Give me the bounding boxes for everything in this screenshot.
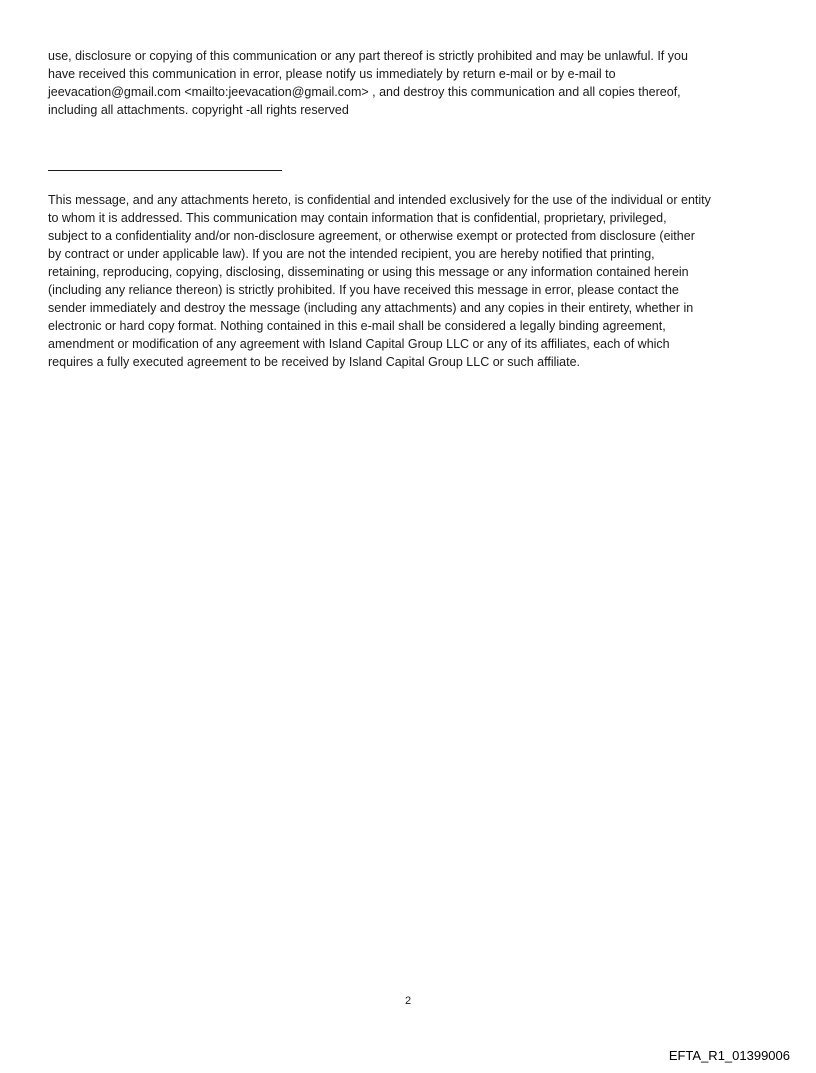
confidentiality-disclaimer: This message, and any attachments hereto, is confidential and intended exclusively for the use of the individual or entity to whom it is addressed. This communication may contain information that is confidential, proprietary, privileged, subject to a confidentiality and/or non-disclosure agreement, or otherwise exempt or protected from disclosure (either by contract or under applicable law). If you are not the intended recipient, you are hereby notified that printing, retaining, reproducing, copying, disclosing, disseminating or using this message or any information contained herein (including any reliance thereon) is strictly prohibited. If you have received this message in error, please contact the sender immediately and destroy the message (including any attachments) and any copies in their entirety, whether in electronic or hard copy format. Nothing contained in this e-mail shall be considered a legally binding agreement, amendment or modification of any agreement with Island Capital Group LLC or any of its affiliates, each of which requires a fully executed agreement to be received by Island Capital Group LLC or such affiliate. [48, 193, 711, 369]
document-id: EFTA_R1_01399006 [668, 1048, 790, 1063]
separator-line [48, 170, 282, 171]
page-number: 2 [404, 995, 412, 1007]
confidentiality-notice-continuation: use, disclosure or copying of this communication or any part thereof is strictly prohibited and may be unlawful. If you have received this communication in error, please notify us immediately by return e-mail or by e-mail to jeevacation@gmail.com <mailto:jeevacation@gmail.com> , and destroy this communication and all copies thereof, including all attachments. copyright -all rights reserved [48, 49, 688, 117]
